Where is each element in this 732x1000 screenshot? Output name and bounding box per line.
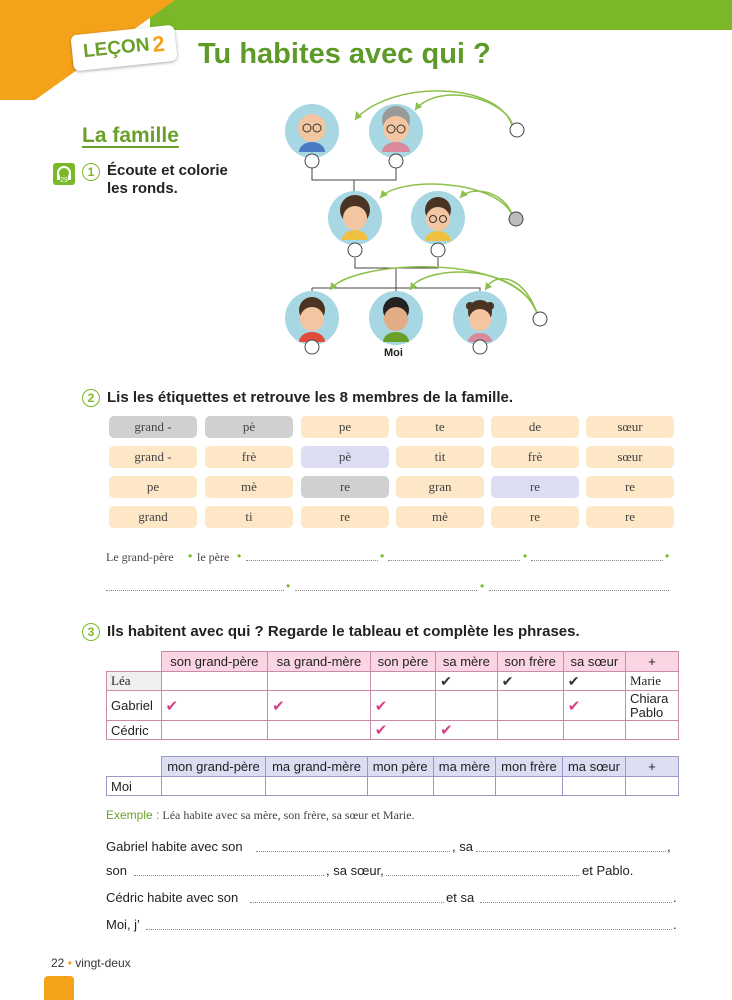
th-soeur: sa sœur bbox=[563, 652, 625, 672]
moi-avatar bbox=[369, 291, 423, 345]
table-row-cedric bbox=[107, 721, 679, 740]
exercise-1-line2: les ronds. bbox=[107, 180, 178, 197]
sentence-1-mid: , sa bbox=[452, 839, 473, 854]
circle-father bbox=[431, 243, 445, 257]
answer-blank[interactable] bbox=[489, 590, 669, 591]
syllable-label[interactable]: frè bbox=[205, 446, 293, 468]
th-mon-pere: mon père bbox=[367, 757, 433, 777]
moi-table bbox=[106, 756, 679, 796]
audio-track-number: 29 bbox=[60, 177, 68, 184]
sentence-1-start: Gabriel habite avec son bbox=[106, 839, 243, 854]
syllable-label[interactable]: pè bbox=[301, 446, 389, 468]
blank-4[interactable] bbox=[386, 875, 579, 876]
check-gabriel-grand-pere: ✔ bbox=[161, 691, 268, 721]
syllable-label[interactable]: mè bbox=[396, 506, 484, 528]
check-gabriel-grand-mere: ✔ bbox=[268, 691, 371, 721]
moi-cell[interactable] bbox=[367, 777, 433, 796]
lecon-number: 2 bbox=[151, 30, 166, 57]
syllable-label[interactable]: mè bbox=[205, 476, 293, 498]
sentence-2-mid: , sa sœur, bbox=[326, 863, 384, 878]
page-footer bbox=[51, 956, 131, 970]
sister-avatar bbox=[453, 291, 507, 345]
answer-pere: le père bbox=[197, 550, 230, 564]
sentence-4-end: . bbox=[673, 917, 677, 932]
moi-cell[interactable] bbox=[433, 777, 495, 796]
syllable-label[interactable]: grand - bbox=[109, 446, 197, 468]
bullet: • bbox=[286, 579, 291, 593]
blank-5[interactable] bbox=[250, 902, 444, 903]
syllable-label[interactable]: re bbox=[586, 506, 674, 528]
circle-key-white bbox=[510, 123, 524, 137]
row-label-cedric: Cédric bbox=[107, 721, 162, 740]
syllable-label[interactable]: re bbox=[491, 476, 579, 498]
exercise-1-line1: Écoute et colorie bbox=[107, 162, 228, 179]
grandfather-avatar bbox=[285, 104, 339, 158]
row-label-moi: Moi bbox=[107, 777, 162, 796]
brother-avatar bbox=[285, 291, 339, 345]
moi-cell[interactable] bbox=[161, 777, 266, 796]
syllable-label[interactable]: frè bbox=[491, 446, 579, 468]
exercise-2-instruction: Lis les étiquettes et retrouve les 8 membres de la famille. bbox=[107, 389, 514, 406]
blank-3[interactable] bbox=[134, 875, 324, 876]
th-grand-pere: son grand-père bbox=[161, 652, 268, 672]
check-lea-soeur: ✔ bbox=[563, 672, 625, 691]
syllable-label[interactable]: re bbox=[586, 476, 674, 498]
table-row-gabriel bbox=[107, 691, 679, 721]
syllable-label[interactable]: pe bbox=[109, 476, 197, 498]
syllable-label[interactable]: tit bbox=[396, 446, 484, 468]
th-pere: son père bbox=[370, 652, 435, 672]
bullet: • bbox=[237, 549, 242, 563]
table-corner bbox=[107, 652, 162, 672]
mother-avatar bbox=[328, 191, 382, 245]
extra-gabriel bbox=[626, 691, 679, 721]
syllable-label[interactable]: re bbox=[301, 476, 389, 498]
page-number: 22 bbox=[51, 956, 65, 970]
syllable-label[interactable]: gran bbox=[396, 476, 484, 498]
moi-cell[interactable] bbox=[562, 777, 625, 796]
exercise-2-number: 2 bbox=[82, 389, 100, 407]
exemple bbox=[106, 808, 415, 823]
circle-grandmother bbox=[389, 154, 403, 168]
page-word: vingt-deux bbox=[75, 956, 131, 970]
lecon-label: LEÇON bbox=[82, 34, 151, 63]
th-plus: + bbox=[626, 652, 679, 672]
answer-blank[interactable] bbox=[246, 560, 378, 561]
th-plus: + bbox=[626, 757, 679, 777]
circle-key-grey bbox=[509, 212, 523, 226]
syllable-label[interactable]: de bbox=[491, 416, 579, 438]
extra-pablo: Pablo bbox=[630, 704, 664, 720]
check-cedric-mere: ✔ bbox=[436, 721, 497, 740]
answer-blank[interactable] bbox=[531, 560, 663, 561]
page-title: Tu habites avec qui ? bbox=[198, 38, 491, 70]
moi-cell[interactable] bbox=[266, 777, 367, 796]
circle-brother bbox=[305, 340, 319, 354]
grandmother-avatar bbox=[369, 104, 423, 158]
answer-grand-pere: Le grand-père bbox=[106, 550, 174, 564]
check-lea-frere: ✔ bbox=[497, 672, 563, 691]
circle-grandfather bbox=[305, 154, 319, 168]
th-frere: son frère bbox=[497, 652, 563, 672]
sentence-1-end: , bbox=[667, 839, 671, 854]
sentence-3-start: Cédric habite avec son bbox=[106, 890, 239, 905]
sentence-3-end: . bbox=[673, 890, 677, 905]
th-ma-mere: ma mère bbox=[433, 757, 495, 777]
check-lea-mere: ✔ bbox=[436, 672, 497, 691]
exercise-3-number: 3 bbox=[82, 623, 100, 641]
circle-key-siblings bbox=[533, 312, 547, 326]
circle-sister bbox=[473, 340, 487, 354]
extra-chiara: Chiara bbox=[630, 690, 669, 706]
circle-mother bbox=[348, 243, 362, 257]
footer-bullet: • bbox=[67, 956, 72, 970]
check-cedric-pere: ✔ bbox=[370, 721, 435, 740]
row-label-gabriel: Gabriel bbox=[107, 691, 162, 721]
table-row-moi bbox=[107, 777, 679, 796]
sentence-2-end: et Pablo. bbox=[582, 863, 634, 878]
syllable-label[interactable]: pè bbox=[205, 416, 293, 438]
exercise-2-answer-line bbox=[106, 550, 174, 565]
exercise-1-instruction bbox=[107, 162, 228, 198]
th-mon-grand-pere: mon grand-père bbox=[161, 757, 266, 777]
table-corner bbox=[107, 757, 162, 777]
bullet: • bbox=[665, 549, 670, 563]
row-label-lea: Léa bbox=[107, 672, 162, 691]
th-ma-soeur: ma sœur bbox=[562, 757, 625, 777]
th-mon-frere: mon frère bbox=[496, 757, 563, 777]
check-gabriel-pere: ✔ bbox=[370, 691, 435, 721]
extra-lea: Marie bbox=[626, 672, 679, 691]
answer-blank[interactable] bbox=[388, 560, 520, 561]
th-ma-grand-mere: ma grand-mère bbox=[266, 757, 367, 777]
syllable-label[interactable]: grand - bbox=[109, 416, 197, 438]
family-table bbox=[106, 651, 679, 740]
syllable-label[interactable]: ti bbox=[205, 506, 293, 528]
th-grand-mere: sa grand-mère bbox=[268, 652, 371, 672]
syllable-label[interactable]: re bbox=[301, 506, 389, 528]
bullet: • bbox=[480, 579, 485, 593]
moi-cell[interactable] bbox=[496, 777, 563, 796]
bullet: • bbox=[188, 549, 193, 563]
answer-blank[interactable] bbox=[295, 590, 477, 591]
sentence-3-mid: et sa bbox=[446, 890, 475, 905]
syllable-label[interactable]: sœur bbox=[586, 416, 674, 438]
syllable-label[interactable]: grand bbox=[109, 506, 197, 528]
syllable-label[interactable]: re bbox=[491, 506, 579, 528]
header-green-bar bbox=[150, 0, 732, 30]
family-tree bbox=[270, 80, 570, 370]
syllable-label[interactable]: te bbox=[396, 416, 484, 438]
exemple-text: Léa habite avec sa mère, son frère, sa sœur et Marie. bbox=[162, 808, 415, 822]
exemple-label: Exemple : bbox=[106, 808, 160, 822]
blank-6[interactable] bbox=[480, 902, 672, 903]
blank-7[interactable] bbox=[146, 929, 672, 930]
exercise-1-number: 1 bbox=[82, 163, 100, 181]
father-avatar bbox=[411, 191, 465, 245]
th-mere: sa mère bbox=[436, 652, 497, 672]
answer-blank[interactable] bbox=[106, 590, 284, 591]
blank-1[interactable] bbox=[256, 851, 450, 852]
syllable-label[interactable]: sœur bbox=[586, 446, 674, 468]
moi-cell[interactable] bbox=[626, 777, 679, 796]
blank-2[interactable] bbox=[476, 851, 666, 852]
table-row-lea bbox=[107, 672, 679, 691]
sentence-2-start: son bbox=[106, 863, 127, 878]
check-gabriel-soeur: ✔ bbox=[563, 691, 625, 721]
bullet: • bbox=[380, 549, 385, 563]
footer-orange-tab bbox=[44, 976, 74, 1000]
exercise-3-instruction: Ils habitent avec qui ? Regarde le tableau et complète les phrases. bbox=[107, 623, 580, 640]
moi-label: Moi bbox=[384, 347, 403, 359]
bullet: • bbox=[523, 549, 528, 563]
sentence-4-start: Moi, j’ bbox=[106, 917, 140, 932]
section-title: La famille bbox=[82, 124, 179, 147]
syllable-label[interactable]: pe bbox=[301, 416, 389, 438]
